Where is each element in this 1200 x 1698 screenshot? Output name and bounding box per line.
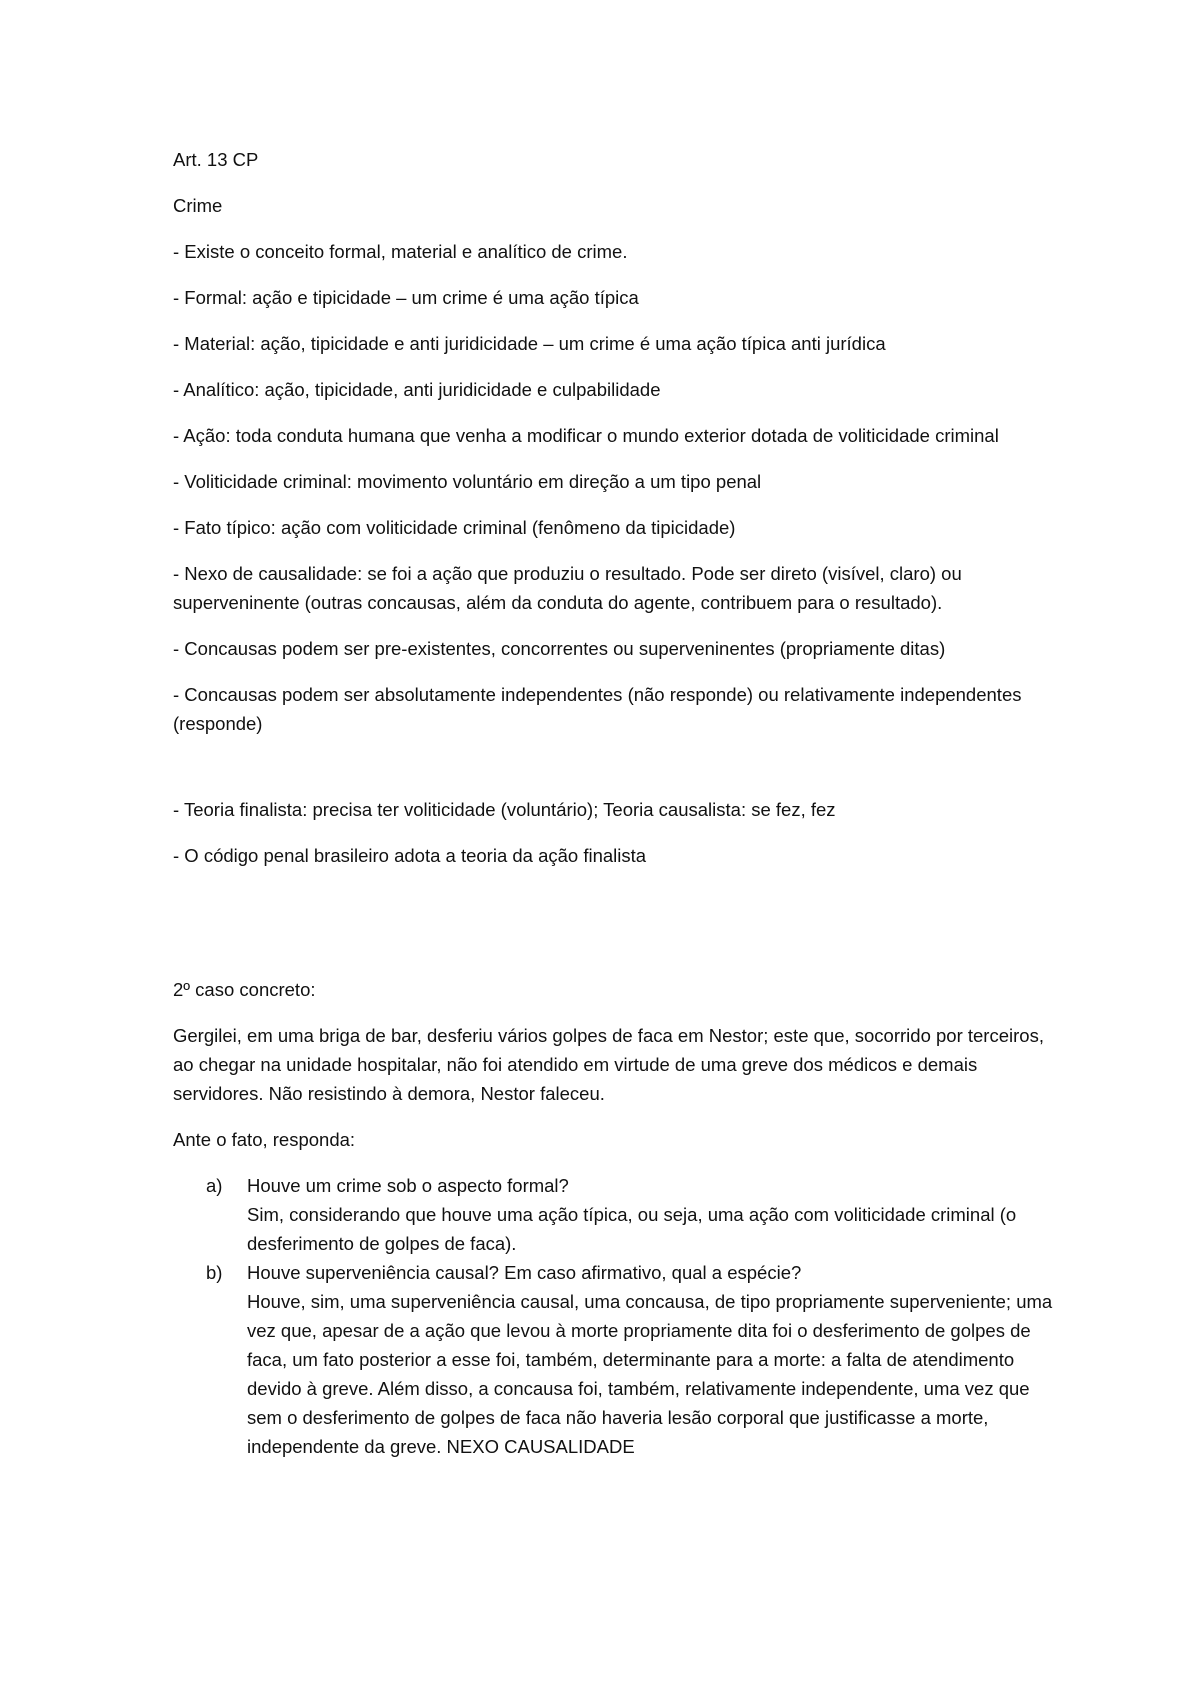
spacer (173, 755, 1053, 795)
case-heading: 2º caso concreto: (173, 979, 316, 1000)
note-paragraph: - Concausas podem ser absolutamente independentes (não responde) ou relativamente independentes (responde) (173, 684, 1022, 734)
question-item (173, 1171, 1053, 1258)
question-text: Houve superveniência causal? Em caso afirmativo, qual a espécie? (247, 1262, 802, 1283)
note-paragraph: - Concausas podem ser pre-existentes, concorrentes ou superveninentes (propriamente ditas) (173, 638, 946, 659)
case-prompt: Ante o fato, responda: (173, 1129, 356, 1150)
note-paragraph: - Analítico: ação, tipicidade, anti juridicidade e culpabilidade (173, 379, 661, 400)
question-text: Houve um crime sob o aspecto formal? (247, 1175, 569, 1196)
spacer (173, 887, 1053, 975)
question-list (173, 1171, 1053, 1461)
theory-note: - O código penal brasileiro adota a teoria da ação finalista (173, 845, 647, 866)
document-content (173, 145, 1053, 1461)
note-paragraph: - Material: ação, tipicidade e anti juridicidade – um crime é uma ação típica anti jurídica (173, 333, 886, 354)
theory-note: - Teoria finalista: precisa ter voliticidade (voluntário); Teoria causalista: se fez, fez (173, 799, 836, 820)
question-answer: Sim, considerando que houve uma ação típica, ou seja, uma ação com voliticidade criminal (o desferimento de golpes de faca). (247, 1204, 1017, 1254)
document-title: Art. 13 CP (173, 149, 259, 170)
note-paragraph: - Fato típico: ação com voliticidade criminal (fenômeno da tipicidade) (173, 517, 736, 538)
note-paragraph: - Voliticidade criminal: movimento voluntário em direção a um tipo penal (173, 471, 762, 492)
note-paragraph: - Existe o conceito formal, material e analítico de crime. (173, 241, 628, 262)
question-letter: a) (206, 1175, 223, 1196)
document-subtitle: Crime (173, 195, 223, 216)
question-item (173, 1258, 1053, 1461)
question-answer: Houve, sim, uma superveniência causal, uma concausa, de tipo propriamente superveniente; uma vez que, apesar de a ação que levou à morte propriamente dita foi o desferimento de golpes de faca, um fato posterior a esse foi, também, determinante para a morte: a falta de atendimento devido à greve. Além disso, a concausa foi, também, relativamente independente, uma vez que sem o desferimento de golpes de faca não haveria lesão corporal que justificasse a morte, independente da greve. NEXO CAUSALIDADE (247, 1291, 1053, 1457)
question-letter: b) (206, 1262, 223, 1283)
case-facts: Gergilei, em uma briga de bar, desferiu vários golpes de faca em Nestor; este que, socorrido por terceiros, ao chegar na unidade hospitalar, não foi atendido em virtude de uma greve dos médicos e demais servidores. Não resistindo à demora, Nestor faleceu. (173, 1025, 1044, 1104)
note-paragraph: - Nexo de causalidade: se foi a ação que produziu o resultado. Pode ser direto (visível, claro) ou superveninente (outras concausas, além da conduta do agente, contribuem para o resultado). (173, 563, 962, 613)
note-paragraph: - Ação: toda conduta humana que venha a modificar o mundo exterior dotada de voliticidade criminal (173, 425, 999, 446)
note-paragraph: - Formal: ação e tipicidade – um crime é uma ação típica (173, 287, 639, 308)
